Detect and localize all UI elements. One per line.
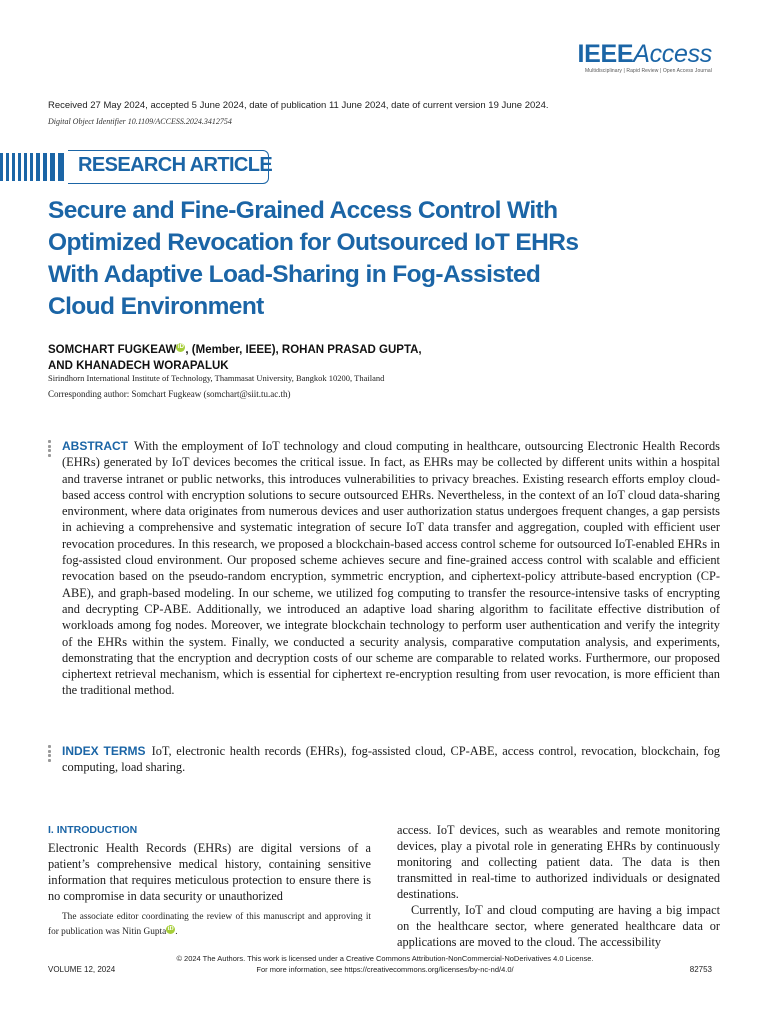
intro-paragraph-continued: access. IoT devices, such as wearables and remote monitoring devices, play a pivotal role in generating EHRs by continuously monitoring and collecting patient data. The data is then transmitted in real-time to authorized individuals or designated destinations. <box>397 823 720 901</box>
author-list-line2: AND KHANADECH WORAPALUK <box>48 360 229 372</box>
logo-ieee: IEEE <box>577 40 634 68</box>
doi: Digital Object Identifier 10.1109/ACCESS.2024.3412754 <box>48 117 232 126</box>
right-column <box>397 822 720 950</box>
logo-subtitle: Multidisciplinary | Rapid Review | Open Access Journal <box>585 68 712 74</box>
license-link[interactable]: For more information, see https://creativecommons.org/licenses/by-nc-nd/4.0/ <box>256 965 514 974</box>
page-number: 82753 <box>689 965 712 974</box>
intro-paragraph: Currently, IoT and cloud computing are having a big impact on the healthcare sector, where generated healthcare data or applications are moved to the cloud. The accessibility <box>397 903 720 949</box>
license-line: © 2024 The Authors. This work is licensed under a Creative Commons Attribution-NonCommercial-NoDerivatives 4.0 License. <box>176 954 594 963</box>
abstract-marker-icon <box>48 440 51 458</box>
paper-title: Secure and Fine-Grained Access Control With Optimized Revocation for Outsourced IoT EHRs With Adaptive Load-Sharing in Fog-Assisted Cloud Environment <box>48 197 579 320</box>
author-list <box>48 342 708 374</box>
affiliation: Sirindhorn International Institute of Technology, Thammasat University, Bangkok 10200, Thailand <box>48 373 385 383</box>
article-type: RESEARCH ARTICLE <box>78 154 273 176</box>
volume-label: VOLUME 12, 2024 <box>48 965 116 974</box>
editor-note: The associate editor coordinating the review of this manuscript and approving it for publication was Nitin Gupta iD . <box>48 912 371 938</box>
left-column <box>48 822 371 904</box>
license-notice <box>150 953 620 975</box>
orcid-icon[interactable]: iD <box>177 344 184 351</box>
intro-paragraph: Electronic Health Records (EHRs) are digital versions of a patient’s comprehensive medical history, containing sensitive information that requires meticulous protection to ensure there is no compromise in data security or unauthorized <box>48 841 371 903</box>
abstract-heading: ABSTRACT <box>62 439 128 453</box>
index-terms-heading: INDEX TERMS <box>62 744 146 758</box>
abstract <box>62 438 720 699</box>
editor-note-text: The associate editor coordinating the review of this manuscript and approving it for publication was Nitin Gupta <box>48 912 371 938</box>
logo-access: Access <box>633 40 712 68</box>
index-terms-marker-icon <box>48 745 51 763</box>
index-terms-text: IoT, electronic health records (EHRs), fog-assisted cloud, CP-ABE, access control, revocation, blockchain, fog computing, load sharing. <box>62 744 721 775</box>
corresponding-author: Corresponding author: Somchart Fugkeaw (somchart@siit.tu.ac.th) <box>48 389 291 399</box>
section-heading: I. INTRODUCTION <box>48 824 138 836</box>
author-name: SOMCHART FUGKEAW <box>48 344 177 356</box>
publication-dates: Received 27 May 2024, accepted 5 June 2024, date of publication 11 June 2024, date of current version 19 June 2024. <box>48 100 549 111</box>
abstract-text: With the employment of IoT technology and cloud computing in healthcare, outsourcing Electronic Health Records (EHRs) generated by IoT devices becomes the critical issue. In fact, as EHRs may be collected by different units within a hospital and traverse intranet or public networks, this introduces vulnerabilities to privacy breaches. Existing research efforts employ cloud-based access control with encryption solutions to secure outsourced EHRs. Nevertheless, in the context of an IoT cloud data-sharing environment, where data originates from numerous devices and user authorization status undergoes frequent changes, a gap persists in achieving a comprehensive and systematic integration of secure IoT data transfer and aggregation, coupled with efficient user revocation procedures. In this research, we proposed a blockchain-based access control scheme for outsourced IoT-enabled EHRs in fog-assisted cloud environment. Our proposed scheme achieves secure and fine-grained access control with scalable and efficient revocation based on the pseudo-random encryption, symmetric encryption, and ciphertext-policy attribute-based encryption (CP-ABE), and graph-based modeling. In our scheme, we utilized fog computing to transfer the resource-intensive tasks of encrypting and decrypting CP-ABE. Additionally, we introduced an adaptive load sharing algorithm to facilitate effective distribution of workloads among fog nodes. Moreover, we integrate blockchain technology to perform user authentication and verify the integrity of the EHRs within the system. Finally, we conducted a security analysis, comparative computation analysis, and experiments, demonstrating that the encryption and decryption costs of our scheme are comparable to related works. Furthermore, our proposed ciphertext retrieval mechanism, which is essential for ciphertext re-encryption resulting from user revocation, is more efficient than the traditional method. <box>62 439 720 698</box>
article-type-banner <box>0 150 280 184</box>
index-terms <box>62 743 720 776</box>
banner-stripes <box>0 153 68 181</box>
orcid-icon[interactable]: iD <box>167 926 174 932</box>
journal-logo <box>577 42 712 74</box>
author-list-rest: , (Member, IEEE), ROHAN PRASAD GUPTA, <box>185 344 422 356</box>
